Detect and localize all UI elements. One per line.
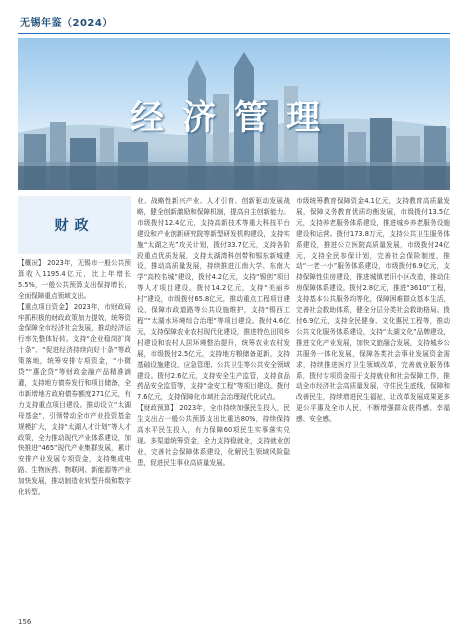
- paragraph-livelihood: 市级统筹教育保障资金4.1亿元，支持教育高质量发展，保障义务教育优质均衡发展，市级拨付13.5亿元，支持养老服务体系建设，推进城乡养老服务设施建设和运营。拨付173.8万元，支持公共卫生服务体系建设，推进公立医院高质量发展，市级拨付24亿元，支持全民参保计划，完善社会保险制度，推动“一老一小”服务体系建设，市级拨付6.9亿元，支持保障性住房建设，推进城镇老旧小区改造，推动住房保障体系建设。拨付2.8亿元，推进“3610”工程，支持基本公共服务均等化，保障困难群众基本生活，完善社会救助体系，健全分层分类社会救助格局。拨付6.9亿元，支持全民健身、文化惠民工程等，推动公共文化服务体系建设，支持“太湖文化”品牌建设，推进文化产业发展，加快文旅融合发展，支持城乡公共服务一体化发展，保障各类社会事业发展资金需求，持续推进医疗卫生领域改革，完善就业服务体系，拨付专项资金用于支持就业和社会保障工作，推动全市经济社会高质量发展，守住民生底线，保障和改善民生，持续增进民生福祉，让改革发展成果更多更公平惠及全市人民，不断增强群众获得感、幸福感、安全感。: [296, 197, 450, 424]
- paragraph-overview: 【概况】 2023年，无锡市一般公共预算收入1195.4亿元，比上年增长5.5%，一般公共预算支出保持增长，全面保障重点领域支出。: [18, 259, 131, 300]
- banner-title: 经济管理: [130, 98, 338, 138]
- paragraph-innovation: 业、战略性新兴产业、人才引育、创新驱动发展战略，健全创新激励和保障机制，提高自主创新能力。市级拨付12.4亿元，支持高新技术等重大科技平台建设和产业创新研究院等新型研发机构建设，支持实施“太湖之光”攻关计划，拨付33.7亿元，支持各阶段重点优质发展，支持太湖湾科创带和锡东新城建设，推动高质量发展，持续推进江南大学、东南大学“高校名城”建设，拨付4.2亿元，支持“锡创”项目等人才项目建设。拨付14.2亿元，支持“美丽乡村”建设，市级拨付65.8亿元，推动重点工程项目建设，保障市政道路等公共设施维护，支持“锡西工程”“太湖水环境综合治理”等项目建设。拨付4.6亿元，支持保障农业农村现代化建设，推进特色田园乡村建设和农村人居环境整治提升，统筹农业农村发展，市级拨付2.5亿元，支持地方粮储备更新，支持基础设施建设、应急管理、公共卫生等公共安全领域建设。拨付2.6亿元，支持安全生产监管，支持食品药品安全监管等，支持“金安工程”等项目建设。拨付7.6亿元，支持保障化市域社会治理现代化试点。: [137, 197, 290, 402]
- paragraph-key-funds: 【重点项目资金】 2023年，市财政局牢抓积极的财政政策加力提效，统筹资金保障全市经济社会发展，推动经济运行率先整体好转。支持“企业稳岗扩岗十条”、“促进经济持续向好十条”等政策落地，统筹安排专项资金，“小微贷”“惠企贷”等财政金融产品精准滴灌，支持地方债券发行和项目储备，全市新增地方政府债券额度271亿元，有力支持重点项目建设。推动设立“太湖母基金”，引领带动全市产业投资基金规模扩大，支持“太湖人才计划”等人才政策，全力推动现代产业体系建设，加快推进“465”现代产业集群发展，累计安排产业发展专项资金，支持集成电路、生物医药、物联网、新能源等产业加快发展，推动制造业转型升级和数字化转型。: [18, 302, 131, 497]
- text-column-1: [18, 258, 131, 498]
- text-column-2: [137, 196, 290, 469]
- page-header: [18, 12, 450, 34]
- paragraph-budget: 【财政预算】 2023年，全市持续加强民生投入，民生支出占一般公共预算支出比重达80%，持续保持高水平民生投入，有力保障60项民生实事落实兑现。多渠道统筹资金，全力支持稳就业，支持就业创业，完善社会保障体系建设，化解民生领域风险隐患，促进民生事业高质量发展。: [137, 404, 290, 467]
- section-title: 财政: [54, 218, 95, 234]
- chapter-banner: [18, 38, 450, 190]
- yearbook-title: 无锡年鉴（2024）: [20, 18, 113, 29]
- text-column-3: [296, 196, 450, 425]
- page-number: 156: [18, 618, 32, 626]
- section-header-box: [18, 196, 131, 254]
